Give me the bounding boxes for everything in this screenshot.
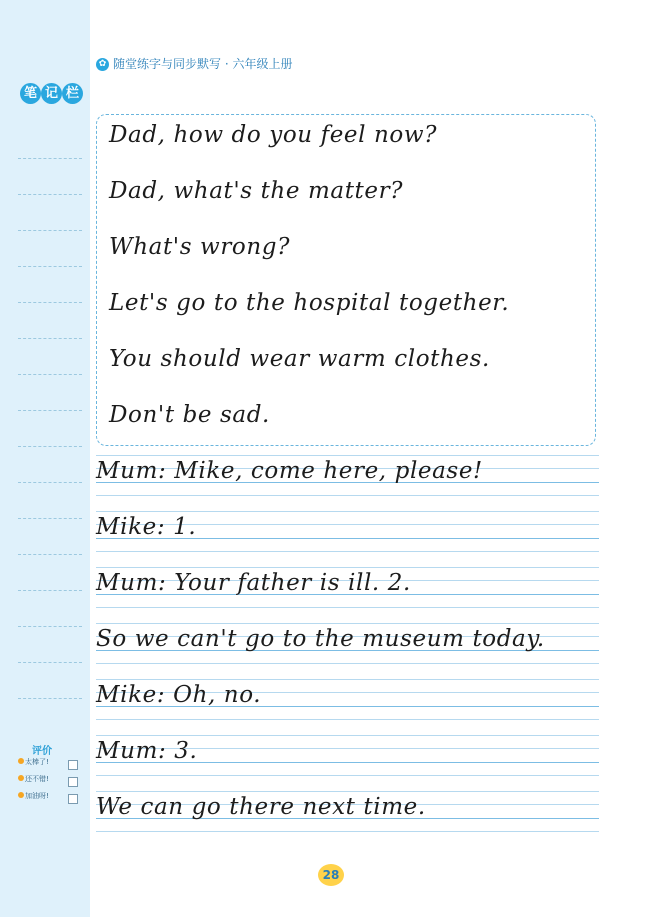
page-number: 28 — [318, 864, 344, 886]
note-line — [18, 554, 82, 555]
note-line — [18, 626, 82, 627]
note-line — [18, 158, 82, 159]
writing-rule — [96, 455, 599, 456]
eval-item: 还不错! — [18, 774, 82, 791]
note-line — [18, 230, 82, 231]
dialogue-line: Mike: 1. — [96, 514, 197, 540]
dialogue-line: Mum: 3. — [96, 738, 198, 764]
eval-title: 评价 — [32, 746, 52, 757]
note-tag-char-3: 栏 — [62, 83, 83, 104]
note-tag-char-1: 笔 — [20, 83, 41, 104]
eval-checkbox[interactable] — [68, 777, 78, 787]
eval-checkbox[interactable] — [68, 794, 78, 804]
note-line — [18, 518, 82, 519]
writing-rule — [96, 831, 599, 832]
smiley-icon — [18, 758, 24, 764]
writing-rule — [96, 663, 599, 664]
book-title: 随堂练字与同步默写 · 六年级上册 — [113, 57, 293, 71]
dialogue-line: So we can't go to the museum today. — [96, 626, 545, 652]
note-tag-char-2: 记 — [41, 83, 62, 104]
writing-rule — [96, 607, 599, 608]
notes-column-tag — [20, 83, 84, 109]
writing-rule — [96, 735, 599, 736]
smiley-icon — [18, 775, 24, 781]
page-header — [96, 55, 292, 72]
phrase-option: Let's go to the hospital together. — [109, 290, 510, 316]
note-line — [18, 410, 82, 411]
dialogue-line: Mum: Mike, come here, please! — [96, 458, 483, 484]
note-line — [18, 446, 82, 447]
note-line — [18, 338, 82, 339]
note-line — [18, 698, 82, 699]
phrase-option: Dad, how do you feel now? — [109, 122, 438, 148]
writing-rule — [96, 567, 599, 568]
eval-item: 加油呀! — [18, 791, 82, 808]
eval-item: 太棒了! — [18, 757, 82, 774]
self-evaluation — [18, 742, 82, 808]
notes-sidebar — [0, 0, 90, 917]
note-line — [18, 302, 82, 303]
phrase-option: Dad, what's the matter? — [109, 178, 404, 204]
phrase-box — [96, 114, 596, 446]
eval-checkbox[interactable] — [68, 760, 78, 770]
writing-rule — [96, 679, 599, 680]
note-line — [18, 194, 82, 195]
writing-rule — [96, 719, 599, 720]
phrase-option: You should wear warm clothes. — [109, 346, 490, 372]
writing-rule — [96, 623, 599, 624]
writing-rule — [96, 495, 599, 496]
smiley-icon — [18, 792, 24, 798]
note-line — [18, 662, 82, 663]
dialogue-line: Mike: Oh, no. — [96, 682, 262, 708]
note-line — [18, 590, 82, 591]
dialogue-line: Mum: Your father is ill. 2. — [96, 570, 411, 596]
writing-rule — [96, 511, 599, 512]
note-line — [18, 482, 82, 483]
dialogue-line: We can go there next time. — [96, 794, 426, 820]
note-line — [18, 266, 82, 267]
flower-icon: ✿ — [96, 58, 109, 71]
note-line — [18, 374, 82, 375]
writing-rule — [96, 775, 599, 776]
writing-rule — [96, 791, 599, 792]
phrase-option: Don't be sad. — [109, 402, 270, 428]
writing-rule — [96, 551, 599, 552]
phrase-option: What's wrong? — [109, 234, 291, 260]
